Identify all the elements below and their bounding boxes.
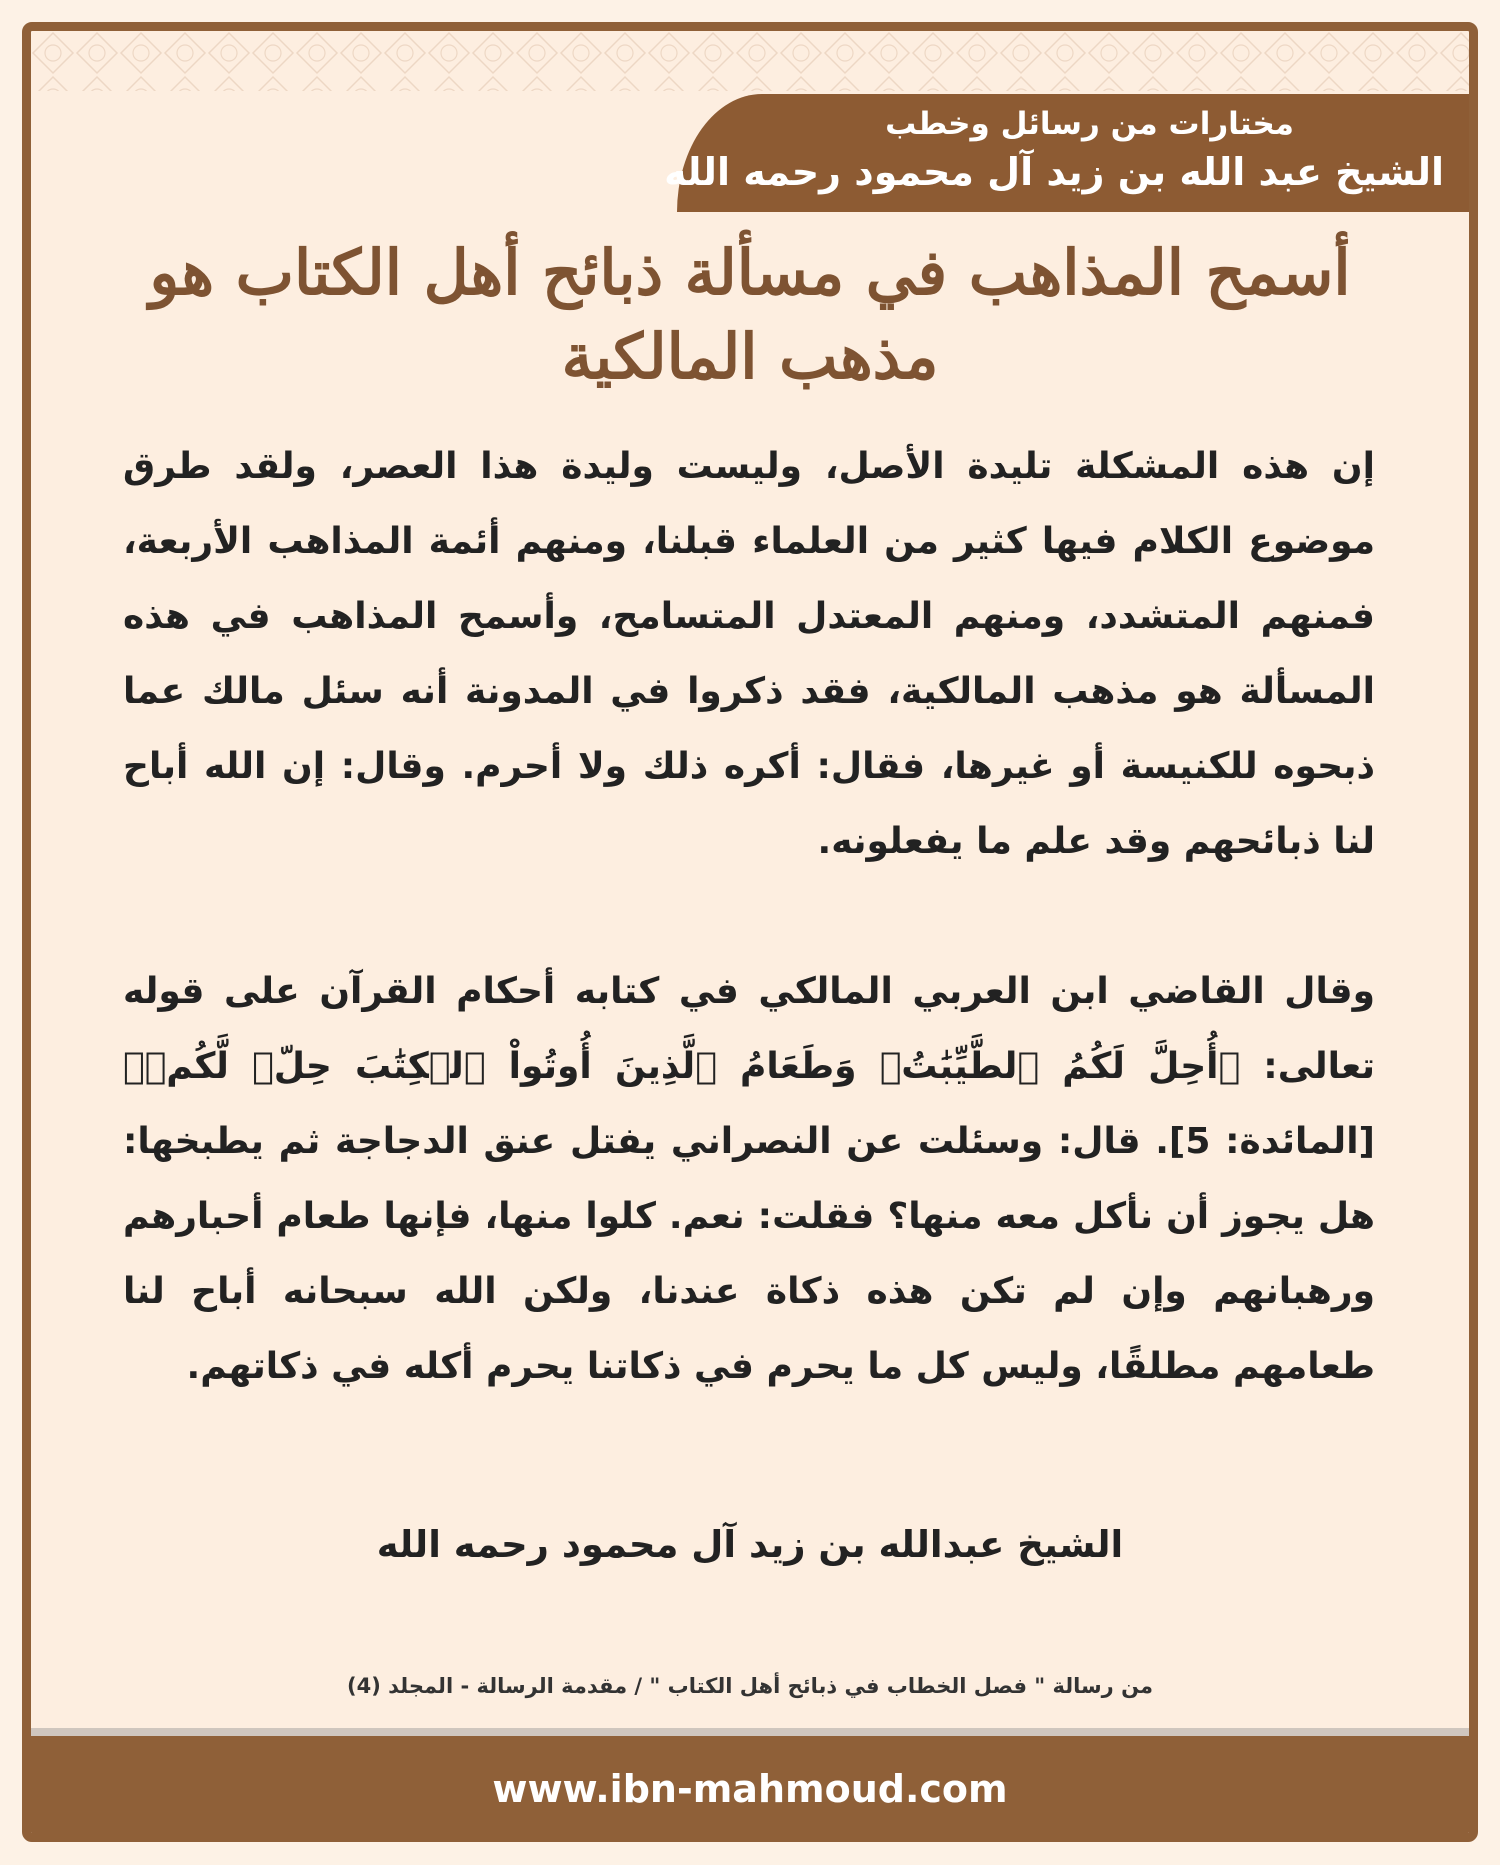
page-title: أسمح المذاهب في مسألة ذبائح أهل الكتاب هو مذهب المالكية xyxy=(149,236,1351,393)
website-link[interactable]: www.ibn-mahmoud.com xyxy=(492,1767,1008,1811)
paragraph-2: وقال القاضي ابن العربي المالكي في كتابه أحكام القرآن على قوله تعالى: ﴿أُحِلَّ لَكُمُ ٱلطَّيِّبَٰتُۖ وَطَعَامُ ٱلَّذِينَ أُوتُواْ ٱلۡكِتَٰبَ حِلّٞ لَّكُمۡ﴾ [المائدة: 5]. قال: وسئلت عن النصراني يفتل عنق الدجاجة ثم يطبخها: هل يجوز أن نأكل معه منها؟ فقلت: نعم. كلوا منها، فإنها طعام أحبارهم ورهبانهم وإن لم تكن هذه ذكاة عندنا، ولكن الله سبحانه أباح لنا طعامهم مطلقًا، وليس كل ما يحرم في ذكاتنا يحرم أكله في ذكاتهم. xyxy=(123,971,1375,1387)
source-citation: من رسالة " فصل الخطاب في ذبائح أهل الكتاب " / مقدمة الرسالة - المجلد (4) xyxy=(347,1674,1153,1698)
header-series-title: مختارات من رسائل وخطب xyxy=(885,106,1294,142)
header-band xyxy=(664,94,1469,212)
page-frame xyxy=(22,22,1478,1842)
footer-band xyxy=(31,1736,1469,1833)
paragraph-1: إن هذه المشكلة تليدة الأصل، وليست وليدة هذا العصر، ولقد طرق موضوع الكلام فيها كثير من العلماء قبلنا، ومنهم أئمة المذاهب الأربعة، فمنهم المتشدد، ومنهم المعتدل المتسامح، وأسمح المذاهب في هذه المسألة هو مذهب المالكية، فقد ذكروا في المدونة أنه سئل مالك عما ذبحوه للكنيسة أو غيرها، فقال: أكره ذلك ولا أحرم. وقال: إن الله أباح لنا ذبائحهم وقد علم ما يفعلونه. xyxy=(123,446,1375,862)
header-author-name: الشيخ عبد الله بن زيد آل محمود رحمه الله xyxy=(664,150,1444,194)
signature: الشيخ عبدالله بن زيد آل محمود رحمه الله xyxy=(376,1523,1124,1566)
ornament-pattern xyxy=(31,31,1469,91)
footer-divider xyxy=(31,1728,1469,1736)
article-body xyxy=(123,429,1375,1404)
